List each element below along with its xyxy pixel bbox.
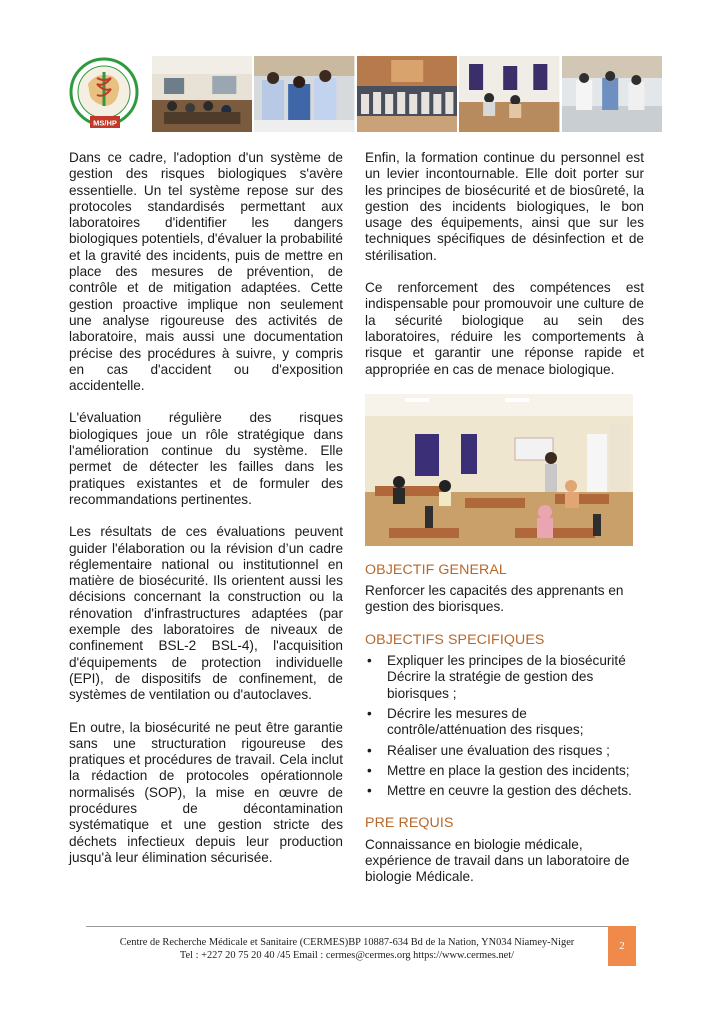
paragraph-practices-structuring: En outre, la biosécurité ne peut être garantie sans une structuration rigoureuse des pratiques et procédures de travail. Cela inclut la rédaction de protocoles opérationnole normalisés (SOP), la mise en œuvre de procédures de décontamination systématique et une gestion stricte des déchets infectieux depuis leur production jusqu'à leur élimination sécurisée.	[69, 719, 343, 865]
right-column	[365, 150, 644, 902]
lab-training-photo	[254, 56, 354, 132]
list-item-text: Expliquer les principes de la biosécurité Décrire la stratégie de gestion des biorisques ;	[387, 653, 626, 701]
paragraph-evaluation-results: Les résultats de ces évaluations peuvent guider l'élaboration ou la révision d’un cadre réglementaire national ou institutionnel en matière de biosécurité. Ils orientent aussi les décisions concernant la construction ou la rénovation d'infrastructures adaptées (par exemple des laboratoires de niveaux de confinement BSL-2 BSL-4), l'acquisition d'équipements de protection individuelle (EPI), de dispositifs de confinement, de systèmes de ventilation ou d'autoclaves.	[69, 524, 343, 703]
objectifs-specifiques-list	[365, 653, 644, 799]
bullet-icon: •	[367, 762, 372, 778]
list-item	[365, 706, 644, 739]
objectifs-specifiques-heading: OBJECTIFS SPECIFIQUES	[365, 631, 545, 648]
ministry-logo	[66, 54, 144, 134]
list-item	[365, 743, 644, 759]
list-item-text: Décrire les mesures de contrôle/atténuation des risques;	[387, 705, 584, 738]
list-item	[365, 653, 644, 702]
meeting-room-photo	[459, 56, 559, 132]
classroom-photo	[152, 56, 252, 132]
list-item	[365, 763, 644, 779]
left-column	[69, 150, 343, 882]
bullet-icon: •	[367, 653, 372, 669]
list-item-text: Mettre en ceuvre la gestion des déchets.	[387, 783, 632, 799]
pre-requis-heading: PRE REQUIS	[365, 815, 454, 832]
group-photo	[357, 56, 457, 132]
footer-address	[92, 936, 602, 962]
list-item	[365, 783, 644, 799]
logo-label: MS/HP	[93, 118, 117, 128]
list-item-text: Réaliser une évaluation des risques ;	[387, 742, 610, 758]
paragraph-risk-evaluation: L'évaluation régulière des risques biologiques joue un rôle stratégique dans l'amélioration continue du système. Elle permet de détecter les failles dans les pratiques existantes et de formuler des recommandations pertinentes.	[69, 410, 343, 507]
bullet-icon: •	[367, 783, 372, 799]
objectif-general-heading: OBJECTIF GENERAL	[365, 561, 507, 578]
page-number-badge: 2	[608, 926, 636, 966]
paragraph-skills-strengthening: Ce renforcement des compétences est indispensable pour promouvoir une culture de la sécurité biologique au sein des laboratoires, réduire les comportements à risque et garantir une réponse rapide et appropriée en cas de menace biologique.	[365, 280, 644, 377]
page-header	[66, 54, 662, 134]
list-item-text: Mettre en place la gestion des incidents;	[387, 762, 630, 778]
footer-line-address: Centre de Recherche Médicale et Sanitaire (CERMES)BP 10887-634 Bd de la Nation, YN034 Niamey-Niger	[119, 937, 575, 948]
header-photo-strip	[152, 56, 662, 132]
bullet-icon: •	[367, 705, 372, 721]
bullet-icon: •	[367, 742, 372, 758]
paragraph-risk-management: Dans ce cadre, l'adoption d'un système de gestion des risques biologiques s'avère essentielle. Un tel système repose sur des protocoles standardisés permettant aux laboratoires d'identifier les dangers biologiques potentiels, d'évaluer la probabilité et la gravité des incidents, puis de mettre en place des mesures de prévention, de contrôle et de mitigation adaptées. Cette gestion proactive implique non seulement une analyse rigoureuse des activités de laboratoire, mais aussi une documentation précise des procédures à suivre, y compris en cas d'accident ou d'exposition accidentelle.	[69, 150, 343, 394]
paragraph-continuous-training: Enfin, la formation continue du personnel est un levier incontournable. Elle doit porter sur les principes de biosécurité et de biosûreté, la gestion des incidents biologiques, le bon usage des équipements, ainsi que sur les techniques spécifiques de désinfection et de stérilisation.	[365, 150, 644, 263]
lab-session-photo	[562, 56, 662, 132]
training-room-photo	[365, 394, 633, 546]
footer-divider	[86, 926, 610, 927]
footer-line-contact: Tel : +227 20 75 20 40 /45 Email : cermes@cermes.org https://www.cermes.net/	[179, 950, 515, 961]
objectif-general-text: Renforcer les capacités des apprenants en gestion des biorisques.	[365, 583, 624, 615]
pre-requis-text: Connaissance en biologie médicale, expérience de travail dans un laboratoire de biologie Médicale.	[365, 836, 630, 885]
